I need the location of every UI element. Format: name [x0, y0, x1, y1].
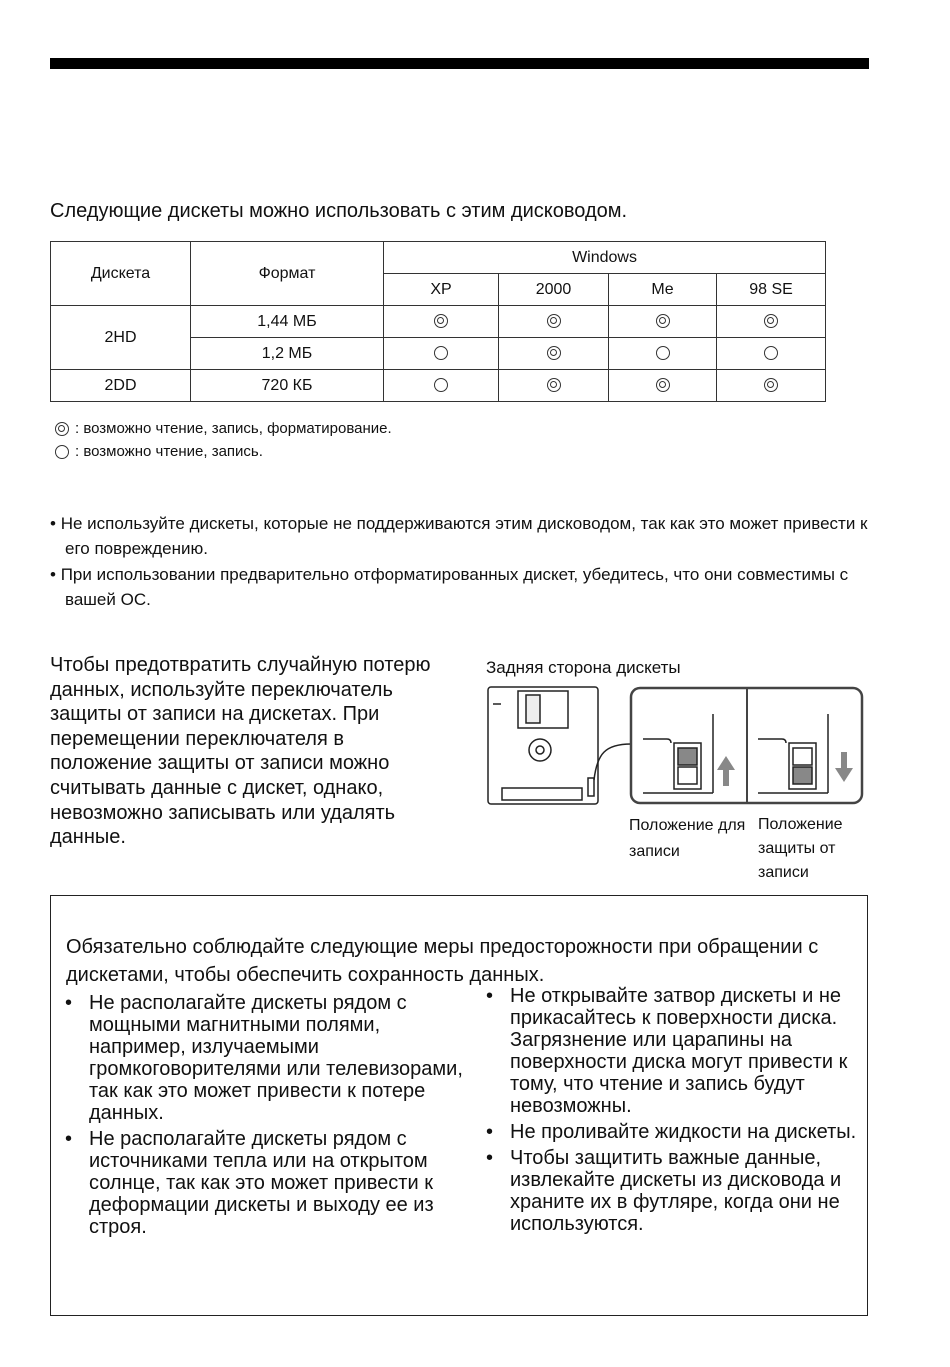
support-symbol-icon	[434, 346, 448, 360]
precautions-intro: Обязательно соблюдайте следующие меры предосторожности при обращении с дискетами, чтобы обеспечить сохранность данных.	[66, 936, 819, 986]
protect-position-icon	[758, 714, 853, 793]
double-circle-icon	[55, 422, 69, 436]
floppy-diagram	[485, 684, 865, 809]
support-cell	[384, 306, 499, 338]
support-symbol-icon	[764, 378, 778, 392]
note-text: При использовании предварительно отформатированных дискет, убедитесь, что они совместимы с вашей ОС.	[60, 565, 849, 609]
legend-double-text: : возможно чтение, запись, форматирование.	[75, 420, 392, 437]
support-cell	[499, 370, 609, 402]
support-symbol-icon	[656, 346, 670, 360]
support-symbol-icon	[434, 314, 448, 328]
header-os: 98 SE	[717, 274, 826, 306]
support-cell	[717, 338, 826, 370]
support-symbol-icon	[764, 346, 778, 360]
legend-single	[55, 443, 263, 460]
legend-single-text: : возможно чтение, запись.	[75, 443, 263, 460]
precautions-right	[486, 985, 861, 1239]
header-windows: Windows	[384, 242, 826, 274]
support-cell	[609, 370, 717, 402]
list-item: • Не располагайте дискеты рядом с источниками тепла или на открытом солнце, так как это может привести к деформации дискеты и выходу ее из строя.	[65, 1128, 434, 1238]
disk-cell: 2HD	[51, 306, 191, 370]
diagram-title: Задняя сторона дискеты	[486, 658, 681, 677]
note-item: • При использовании предварительно отформатированных дискет, убедитесь, что они совместимы с вашей ОС.	[50, 565, 849, 609]
list-item: • Не проливайте жидкости на дискеты.	[486, 1121, 857, 1143]
precautions-left	[65, 992, 465, 1242]
support-cell	[717, 370, 826, 402]
header-os: 2000	[499, 274, 609, 306]
list-item: • Чтобы защитить важные данные, извлекайте дискеты из дисковода и храните их в футляре, когда они не используются.	[486, 1147, 842, 1235]
section-rule	[50, 58, 869, 69]
support-cell	[609, 306, 717, 338]
write-protect-text: Чтобы предотвратить случайную потерю данных, используйте переключатель защиты от записи на дискетах. При перемещении переключателя в положение защиты от записи можно считывать данные с дискет, однако, невозможно записывать или удалять данные.	[50, 654, 431, 849]
support-symbol-icon	[656, 378, 670, 392]
list-item-text: Не открывайте затвор дискеты и не прикасайтесь к поверхности диска. Загрязнение или царапины на поверхности диска могут привести к тому, что чтение и запись будут невозможны.	[510, 985, 848, 1117]
support-symbol-icon	[547, 314, 561, 328]
list-item-text: Не располагайте дискеты рядом с мощными магнитными полями, например, излучаемыми громкоговорителями или телевизорами, так как это может привести к потере данных.	[89, 992, 463, 1124]
caption-protect: Положение защиты от записи	[758, 816, 843, 881]
precautions-box	[50, 895, 868, 1316]
support-cell	[384, 370, 499, 402]
circle-icon	[55, 445, 69, 459]
list-item-text: Не располагайте дискеты рядом с источниками тепла или на открытом солнце, так как это может привести к деформации дискеты и выходу ее из строя.	[89, 1128, 434, 1238]
table-row	[51, 370, 826, 402]
legend-double	[55, 420, 392, 437]
header-os: Me	[609, 274, 717, 306]
floppy-disk-icon	[488, 687, 631, 804]
list-item: • Не открывайте затвор дискеты и не прикасайтесь к поверхности диска. Загрязнение или царапины на поверхности диска могут привести к тому, что чтение и запись будут невозможны.	[486, 985, 848, 1117]
header-format: Формат	[191, 242, 384, 306]
header-os: XP	[384, 274, 499, 306]
intro-text: Следующие дискеты можно использовать с этим дисководом.	[50, 200, 628, 222]
support-symbol-icon	[434, 378, 448, 392]
disk-cell: 2DD	[51, 370, 191, 402]
support-symbol-icon	[764, 314, 778, 328]
support-cell	[384, 338, 499, 370]
list-item-text: Чтобы защитить важные данные, извлекайте дискеты из дисковода и храните их в футляре, когда они не используются.	[510, 1147, 842, 1235]
support-cell	[609, 338, 717, 370]
caption-write: Положение для записи	[629, 817, 746, 860]
support-symbol-icon	[656, 314, 670, 328]
format-cell: 1,2 МБ	[191, 338, 384, 370]
notes	[50, 511, 880, 612]
note-text: Не используйте дискеты, которые не поддерживаются этим дисководом, так как это может привести к его повреждению.	[60, 514, 868, 558]
table-row	[51, 306, 826, 338]
support-cell	[499, 306, 609, 338]
write-position-icon	[643, 714, 735, 793]
format-cell: 1,44 МБ	[191, 306, 384, 338]
compatibility-table	[50, 241, 826, 402]
note-item: • Не используйте дискеты, которые не поддерживаются этим дисководом, так как это может привести к его повреждению.	[50, 514, 868, 558]
support-symbol-icon	[547, 378, 561, 392]
support-symbol-icon	[547, 346, 561, 360]
list-item-text: Не проливайте жидкости на дискеты.	[510, 1121, 857, 1143]
format-cell: 720 КБ	[191, 370, 384, 402]
support-cell	[717, 306, 826, 338]
header-disk: Дискета	[51, 242, 191, 306]
support-cell	[499, 338, 609, 370]
list-item: • Не располагайте дискеты рядом с мощными магнитными полями, например, излучаемыми громкоговорителями или телевизорами, так как это может привести к потере данных.	[65, 992, 463, 1124]
